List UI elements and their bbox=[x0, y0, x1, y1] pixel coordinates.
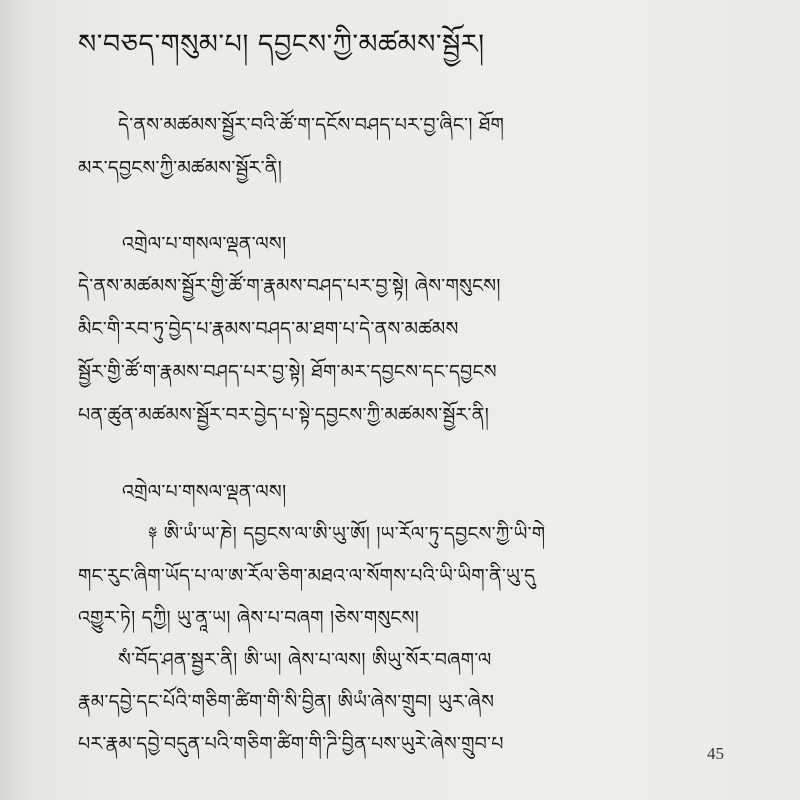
page-number: 45 bbox=[707, 744, 724, 763]
section-title: ས་བཅད་གསུམ་པ། དབྱངས་ཀྱི་མཚམས་སྦྱོར། bbox=[78, 29, 485, 60]
text-line-2: མར་དབྱངས་ཀྱི་མཚམས་སྦྱོར་ནི། bbox=[78, 157, 283, 179]
commentary-heading-2: འགྲེལ་པ་གསལ་ལྡན་ལས། bbox=[122, 481, 287, 503]
commentary-heading-1: འགྲེལ་པ་གསལ་ལྡན་ལས། bbox=[122, 233, 287, 255]
text-line-1: དེ་ནས་མཚམས་སྦྱོར་བའི་ཚོ་ག་དངོས་བཤད་པར་བྱ་ཞིང་། ཐོག bbox=[118, 114, 505, 136]
text-line-7: ༈ ཨི་ཡཾ་ཡ་ཎེ། དབྱངས་ལ་ཨི་ཡུ་ཨོ། །ཡ་རོལ་ཏུ་དབྱངས་ཀྱི་ཡི་གེ bbox=[148, 523, 546, 545]
text-line-3: དེ་ནས་མཚམས་སྦྱོར་གྱི་ཚོ་ག་རྣམས་བཤད་པར་བྱ་སྟེ། ཞེས་གསུངས། bbox=[78, 275, 501, 297]
text-line-10: སཾ་བོད་ཤན་སྦྱར་ནི། ཨི་ཡ། ཞེས་པ་ལས། ཨིཡུ་སོར་བཞག་ལ bbox=[118, 649, 492, 671]
text-line-12: པར་རྣམ་དབྱེ་བདུན་པའི་གཅིག་ཚིག་གི་ཌི་བྱིན་པས་ཡུརེ་ཞེས་གྲུབ་པ bbox=[78, 733, 504, 755]
text-line-6: པན་ཚུན་མཚམས་སྦྱོར་བར་བྱེད་པ་སྟེ་དབྱངས་ཀྱི་མཚམས་སྦྱོར་ནི། bbox=[78, 404, 490, 426]
text-line-9: འགྱུར་ཏེ། དཀྱི། ཡུ་ནཱ་ཡ། ཞེས་པ་བཞག །ཅེས་གསུངས། bbox=[78, 607, 420, 629]
text-line-4: མིང་གི་རབ་ཏུ་བྱེད་པ་རྣམས་བཤད་མ་ཐག་པ་དེ་ནས་མཚམས bbox=[78, 318, 459, 340]
text-line-5: སྦྱོར་གྱི་ཚོ་ག་རྣམས་བཤད་པར་བྱ་སྟེ། ཐོག་མར་དབྱངས་དང་དབྱངས bbox=[78, 361, 497, 383]
text-line-8: གང་རུང་ཞིག་ཡོད་པ་ལ་ཨ་རོལ་ཅིག་མཐའ་ལ་སོགས་པའི་ཡི་ཡིག་ནི་ཡུ་དུ bbox=[78, 565, 536, 587]
text-line-11: རྣམ་དབྱེ་དང་པོའི་གཅིག་ཚིག་གི་སི་བྱིན། ཨིཡཾ་ཞེས་གྲུབ། ཡུར་ཞེས bbox=[78, 691, 495, 713]
